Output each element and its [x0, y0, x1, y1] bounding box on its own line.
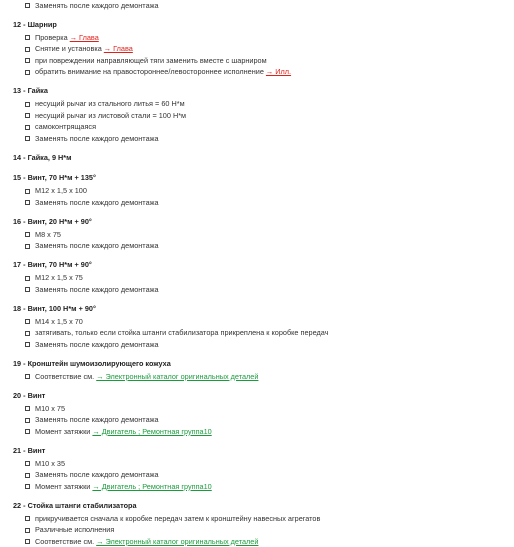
bullet-icon: [25, 319, 30, 324]
list-item: [0, 284, 514, 296]
bullet-icon: [25, 331, 30, 336]
section-gap: [0, 78, 514, 86]
list-item-text: несущий рычаг из листовой стали = 100 Н*м: [35, 111, 186, 120]
list-item-text: затягивать, только если стойка штанги стабилизатора прикреплена к коробке передач: [35, 328, 328, 337]
bullet-icon: [25, 200, 30, 205]
section: [0, 78, 514, 145]
section-list: [0, 229, 514, 252]
section-list: [0, 371, 514, 383]
section-heading: 15 - Винт, 70 Н*м + 135°: [0, 172, 514, 184]
bullet-icon: [25, 244, 30, 249]
list-item-text: Заменять после каждого демонтажа: [35, 1, 159, 10]
reference-link[interactable]: → Двигатель ; Ремонтная группа10: [92, 482, 211, 491]
list-item: [0, 197, 514, 209]
bullet-icon: [25, 47, 30, 52]
bullet-icon: [25, 125, 30, 130]
list-item: [0, 0, 514, 11]
reference-link[interactable]: → Глава: [70, 33, 99, 42]
list-item-text: Соответствие см.: [35, 372, 96, 381]
list-item: [0, 513, 514, 525]
section: [0, 144, 514, 165]
bullet-icon: [25, 539, 30, 544]
bullet-icon: [25, 276, 30, 281]
list-item-text: самоконтрящаяся: [35, 122, 96, 131]
list-item-text: Заменять после каждого демонтажа: [35, 134, 159, 143]
section-list: [0, 32, 514, 78]
list-item: [0, 272, 514, 284]
section-gap: [0, 252, 514, 260]
bullet-icon: [25, 429, 30, 434]
list-item: [0, 121, 514, 133]
bullet-icon: [25, 528, 30, 533]
section-heading: 22 - Стойка штанги стабилизатора: [0, 500, 514, 512]
section-heading: 13 - Гайка: [0, 85, 514, 97]
section-gap: [0, 165, 514, 173]
reference-link[interactable]: → Электронный каталог оригинальных деталей: [96, 372, 258, 381]
list-item: [0, 426, 514, 438]
bullet-icon: [25, 473, 30, 478]
section-list: [0, 98, 514, 144]
list-item-text: Заменять после каждого демонтажа: [35, 340, 159, 349]
list-item-text: Соответствие см.: [35, 537, 96, 546]
list-item-text: M12 x 1,5 x 100: [35, 186, 87, 195]
list-item-text: при повреждении направляющей тяги заменить вместе с шарниром: [35, 56, 267, 65]
bullet-icon: [25, 287, 30, 292]
list-item-text: M10 x 35: [35, 459, 65, 468]
section-heading: 19 - Кронштейн шумоизолирующего кожуха: [0, 358, 514, 370]
list-item-text: Момент затяжки: [35, 482, 92, 491]
section: [0, 295, 514, 350]
section-gap: [0, 144, 514, 152]
bullet-icon: [25, 461, 30, 466]
list-item: [0, 403, 514, 415]
section-heading: 14 - Гайка, 9 Н*м: [0, 152, 514, 164]
list-item-text: M12 x 1,5 x 75: [35, 273, 83, 282]
list-item: [0, 481, 514, 493]
list-item-text: Заменять после каждого демонтажа: [35, 285, 159, 294]
list-item-text: прикручивается сначала к коробке передач затем к кронштейну навесных агрегатов: [35, 514, 320, 523]
bullet-icon: [25, 232, 30, 237]
section: [0, 11, 514, 78]
list-item-text: Различные исполнения: [35, 525, 114, 534]
section-list: [0, 513, 514, 547]
section: [0, 382, 514, 437]
list-item: [0, 43, 514, 55]
list-item-text: M8 x 75: [35, 230, 61, 239]
bullet-icon: [25, 189, 30, 194]
section-heading: 12 - Шарнир: [0, 19, 514, 31]
section-list: [0, 185, 514, 208]
section-gap: [0, 295, 514, 303]
reference-link[interactable]: → Илл.: [266, 67, 291, 76]
section: [0, 350, 514, 382]
section-heading: 21 - Винт: [0, 445, 514, 457]
section-gap: [0, 350, 514, 358]
section: [0, 208, 514, 252]
list-item: [0, 98, 514, 110]
bullet-icon: [25, 35, 30, 40]
section-heading: 20 - Винт: [0, 390, 514, 402]
list-item: [0, 414, 514, 426]
list-item: [0, 133, 514, 145]
list-item: [0, 229, 514, 241]
bullet-icon: [25, 58, 30, 63]
section-list: [0, 403, 514, 438]
list-item-text: Заменять после каждого демонтажа: [35, 415, 159, 424]
list-item: [0, 536, 514, 547]
bullet-icon: [25, 113, 30, 118]
list-item: [0, 32, 514, 44]
reference-link[interactable]: → Глава: [104, 44, 133, 53]
section-heading: 17 - Винт, 70 Н*м + 90°: [0, 259, 514, 271]
section: [0, 0, 514, 11]
section-gap: [0, 437, 514, 445]
reference-link[interactable]: → Двигатель ; Ремонтная группа10: [92, 427, 211, 436]
section: [0, 165, 514, 209]
list-item: [0, 458, 514, 470]
list-item: [0, 55, 514, 67]
section-gap: [0, 11, 514, 19]
list-item: [0, 371, 514, 383]
section: [0, 437, 514, 492]
section-list: [0, 0, 514, 11]
list-item: [0, 469, 514, 481]
section-heading: 16 - Винт, 20 Н*м + 90°: [0, 216, 514, 228]
section-gap: [0, 208, 514, 216]
list-item-text: Заменять после каждого демонтажа: [35, 470, 159, 479]
bullet-icon: [25, 406, 30, 411]
bullet-icon: [25, 342, 30, 347]
list-item: [0, 316, 514, 328]
list-item-text: Заменять после каждого демонтажа: [35, 198, 159, 207]
bullet-icon: [25, 484, 30, 489]
list-item: [0, 110, 514, 122]
reference-link[interactable]: → Электронный каталог оригинальных деталей: [96, 537, 258, 546]
list-item: [0, 524, 514, 536]
section-gap: [0, 382, 514, 390]
bullet-icon: [25, 374, 30, 379]
list-item: [0, 339, 514, 351]
bullet-icon: [25, 3, 30, 8]
bullet-icon: [25, 418, 30, 423]
list-item-text: M10 x 75: [35, 404, 65, 413]
list-item-text: Заменять после каждого демонтажа: [35, 241, 159, 250]
list-item-text: несущий рычаг из стального литья = 60 Н*м: [35, 99, 185, 108]
list-item: [0, 185, 514, 197]
list-item-text: обратить внимание на правостороннее/левостороннее исполнение: [35, 67, 266, 76]
list-item: [0, 66, 514, 78]
bullet-icon: [25, 516, 30, 521]
list-item-text: Проверка: [35, 33, 70, 42]
section: [0, 252, 514, 296]
list-item: [0, 240, 514, 252]
bullet-icon: [25, 70, 30, 75]
section-list: [0, 316, 514, 351]
section-gap: [0, 492, 514, 500]
section-list: [0, 272, 514, 295]
list-item-text: M14 x 1,5 x 70: [35, 317, 83, 326]
bullet-icon: [25, 136, 30, 141]
section-heading: 18 - Винт, 100 Н*м + 90°: [0, 303, 514, 315]
section-list: [0, 458, 514, 493]
list-item-text: Снятие и установка: [35, 44, 104, 53]
list-item: [0, 327, 514, 339]
bullet-icon: [25, 102, 30, 107]
section: [0, 492, 514, 547]
list-item-text: Момент затяжки: [35, 427, 92, 436]
